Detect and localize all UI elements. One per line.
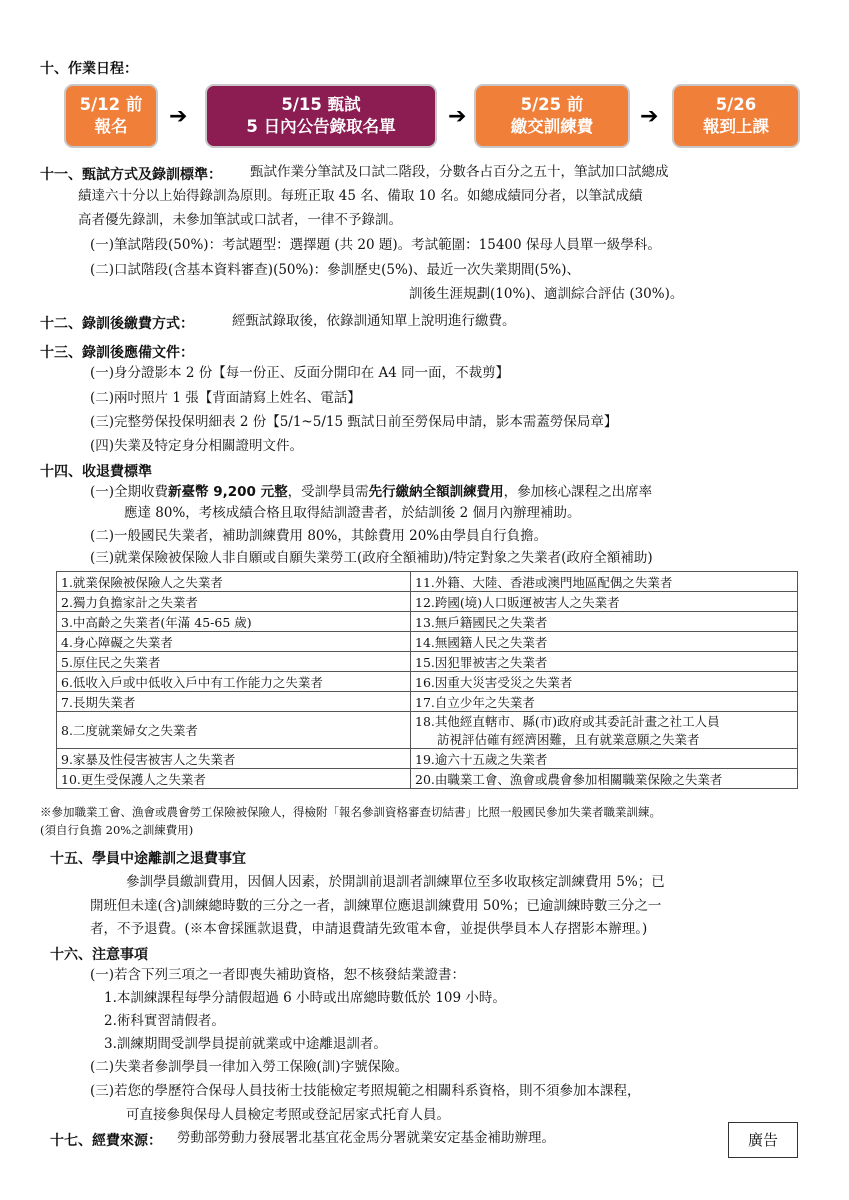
fee-text: ，參加核心課程之出席率 <box>503 484 653 500</box>
table-cell: 17.自立少年之失業者 <box>411 692 798 712</box>
table-cell: 19.逾六十五歲之失業者 <box>411 749 798 769</box>
step-checkin <box>672 84 800 148</box>
ad-label-box: 廣告 <box>728 1122 798 1158</box>
notice-line: (三)若您的學歷符合保母人員技術士技能檢定考照規範之相關科系資格，則不須參加本課程， <box>90 1083 641 1099</box>
notice-line: (二)失業者參訓學員一律加入勞工保險(訓)字號保險。 <box>90 1059 409 1075</box>
step-exam-label: 5 日內公告錄取名單 <box>246 117 396 136</box>
step-pay-label: 繳交訓練費 <box>510 117 594 136</box>
section-11-line: 訓後生涯規劃(10%)、適訓綜合評估 (30%)。 <box>409 286 684 302</box>
eligibility-table <box>56 571 798 789</box>
table-cell: 8.二度就業婦女之失業者 <box>57 712 411 749</box>
document-item: (三)完整勞保投保明細表 2 份【5/1~5/15 甄試日前至勞保局申請，影本需蓋勞保局章】 <box>90 414 618 430</box>
section-15-heading: 十五、學員中途離訓之退費事宜 <box>50 851 246 867</box>
section-12-heading: 十二、錄訓後繳費方式： <box>40 316 194 332</box>
section-15-line: 者，不予退費。(※本會採匯款退費，申請退費請先致電本會，並提供學員本人存摺影本辦理。) <box>90 921 648 937</box>
table-row <box>57 592 798 612</box>
table-cell: 12.跨國(境)人口販運被害人之失業者 <box>411 592 798 612</box>
table-cell: 3.中高齡之失業者(年滿 45-65 歲) <box>57 612 411 632</box>
section-14-heading: 十四、收退費標準 <box>40 464 152 480</box>
table-cell: 15.因犯罪被害之失業者 <box>411 652 798 672</box>
step-exam <box>205 84 437 148</box>
arrow-right-icon: ➔ <box>448 104 467 129</box>
table-row <box>57 769 798 789</box>
fee-amount: 新臺幣 9,200 元整 <box>168 484 288 500</box>
table-row <box>57 712 798 749</box>
table-cell: 9.家暴及性侵害被害人之失業者 <box>57 749 411 769</box>
table-cell: 1.就業保險被保險人之失業者 <box>57 572 411 592</box>
section-13-heading: 十三、錄訓後應備文件： <box>40 345 194 361</box>
step-register-label: 報名 <box>94 117 128 136</box>
table-row <box>57 749 798 769</box>
step-pay <box>474 84 630 148</box>
section-17-text: 勞動部勞動力發展署北基宜花金馬分署就業安定基金補助辦理。 <box>177 1130 555 1146</box>
fee-item-2: (二)一般國民失業者，補助訓練費用 80%，其餘費用 20%由學員自行負擔。 <box>90 528 548 544</box>
table-cell: 16.因重大災害受災之失業者 <box>411 672 798 692</box>
footnote: (須自行負擔 20%之訓練費用) <box>40 823 194 837</box>
table-row <box>57 692 798 712</box>
table-cell: 14.無國籍人民之失業者 <box>411 632 798 652</box>
notice-line: 可直接參與保母人員檢定考照或登記居家式托育人員。 <box>126 1107 450 1123</box>
notice-line: 3.訓練期間受訓學員提前就業或中途離退訓者。 <box>104 1036 387 1052</box>
section-17-heading: 十七、經費來源： <box>50 1133 162 1149</box>
fee-item-1 <box>90 482 652 502</box>
section-11-line: (二)口試階段(含基本資料審查)(50%)：參訓歷史(5%)、最近一次失業期間(5%)、 <box>90 262 581 278</box>
arrow-right-icon: ➔ <box>640 104 659 129</box>
section-15-line: 參訓學員繳訓費用，因個人因素，於開訓前退訓者訓練單位至多收取核定訓練費用 5%；已 <box>126 874 665 890</box>
section-11-heading: 十一、甄試方式及錄訓標準： <box>40 167 222 183</box>
fee-text: (一)全期收費 <box>90 484 169 500</box>
notice-line: 1.本訓練課程每學分請假超過 6 小時或出席總時數低於 109 小時。 <box>104 990 506 1006</box>
table-cell: 20.由職業工會、漁會或農會參加相關職業保險之失業者 <box>411 769 798 789</box>
step-exam-date: 5/15 甄試 <box>281 95 361 114</box>
step-checkin-label: 報到上課 <box>703 117 769 136</box>
fee-text: ，受訓學員需 <box>287 484 369 500</box>
table-row <box>57 612 798 632</box>
table-row <box>57 652 798 672</box>
table-cell: 5.原住民之失業者 <box>57 652 411 672</box>
document-item: (四)失業及特定身分相關證明文件。 <box>90 438 304 454</box>
table-cell-line: 18.其他經直轄市、縣(市)政府或其委託計畫之社工人員 <box>415 714 720 729</box>
section-15-line: 開班但未達(含)訓練總時數的三分之一者，訓練單位應退訓練費用 50%；已逾訓練時數三分之一 <box>90 898 662 914</box>
fee-item-1-cont: 應達 80%，考核成績合格且取得結訓證書者，於結訓後 2 個月內辦理補助。 <box>124 505 581 521</box>
table-cell <box>411 712 798 749</box>
step-checkin-date: 5/26 <box>715 95 757 114</box>
table-row <box>57 572 798 592</box>
section-11-line: 甄試作業分筆試及口試二階段，分數各占百分之五十，筆試加口試總成 <box>250 164 669 180</box>
fee-emphasis: 先行繳納全額訓練費用 <box>368 484 504 500</box>
section-11-line: 高者優先錄訓，未參加筆試或口試者，一律不予錄訓。 <box>78 212 402 228</box>
section-11-line: (一)筆試階段(50%)：考試題型：選擇題 (共 20 題)。考試範圍：15400 保母人員單一級學科。 <box>90 237 661 253</box>
footnote: ※參加職業工會、漁會或農會勞工保險被保險人，得檢附「報名參訓資格審查切結書」比照一般國民參加失業者職業訓練。 <box>40 805 661 819</box>
step-register-date: 5/12 前 <box>79 95 143 114</box>
section-11-line: 績達六十分以上始得錄訓為原則。每班正取 45 名、備取 10 名。如總成績同分者，以筆試成績 <box>78 188 643 204</box>
table-cell: 6.低收入戶或中低收入戶中有工作能力之失業者 <box>57 672 411 692</box>
arrow-right-icon: ➔ <box>169 104 188 129</box>
table-cell: 13.無戶籍國民之失業者 <box>411 612 798 632</box>
table-cell: 10.更生受保護人之失業者 <box>57 769 411 789</box>
section-12-text: 經甄試錄取後，依錄訓通知單上說明進行繳費。 <box>232 313 516 329</box>
step-register <box>64 84 158 148</box>
section-16-heading: 十六、注意事項 <box>50 947 148 963</box>
table-cell: 11.外籍、大陸、香港或澳門地區配偶之失業者 <box>411 572 798 592</box>
notice-line: (一)若含下列三項之一者即喪失補助資格，恕不核發結業證書： <box>90 967 466 983</box>
table-row <box>57 672 798 692</box>
section-10-heading: 十、作業日程： <box>40 61 138 77</box>
table-cell: 2.獨力負擔家計之失業者 <box>57 592 411 612</box>
fee-item-3: (三)就業保險被保險人非自願或自願失業勞工(政府全額補助)/特定對象之失業者(政府全額補助) <box>90 550 653 566</box>
step-pay-date: 5/25 前 <box>520 95 584 114</box>
document-item: (一)身分證影本 2 份【每一份正、反面分開印在 A4 同一面，不裁剪】 <box>90 365 510 381</box>
notice-line: 2.術科實習請假者。 <box>104 1013 225 1029</box>
table-cell: 4.身心障礙之失業者 <box>57 632 411 652</box>
table-row <box>57 632 798 652</box>
table-cell: 7.長期失業者 <box>57 692 411 712</box>
table-cell-line: 訪視評估確有經濟困難，且有就業意願之失業者 <box>437 732 700 747</box>
document-item: (二)兩吋照片 1 張【背面請寫上姓名、電話】 <box>90 390 361 406</box>
